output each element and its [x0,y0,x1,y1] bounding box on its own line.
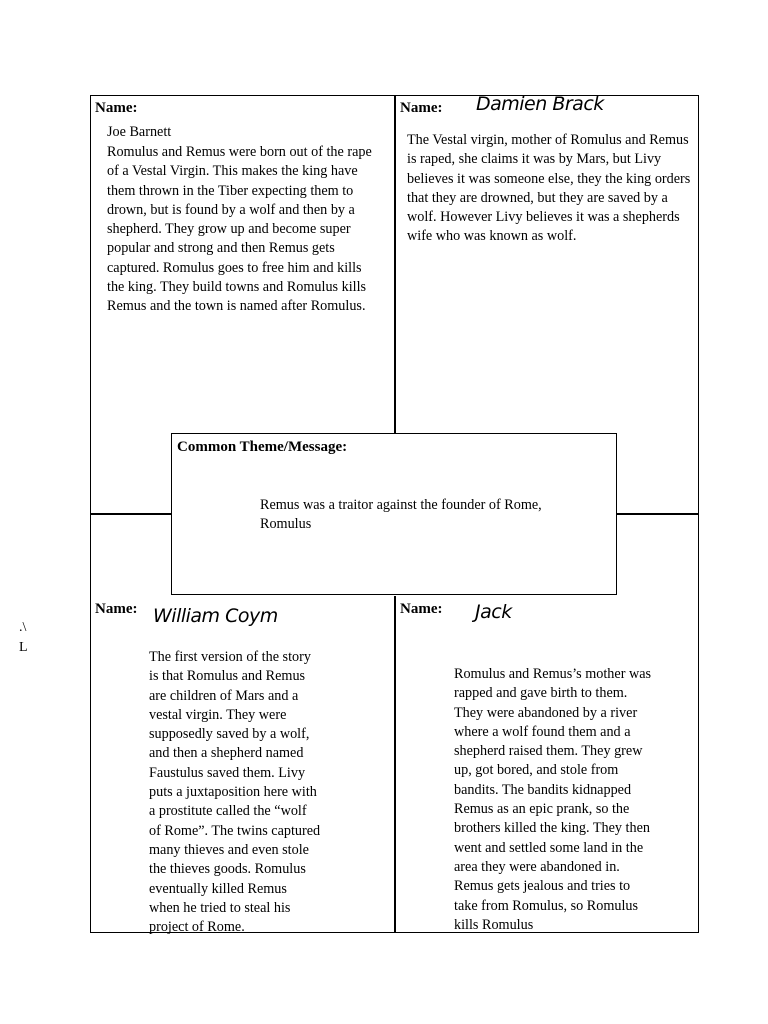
common-theme-heading: Common Theme/Message: [177,439,348,455]
q1-summary-text: Romulus and Remus were born out of the rape of a Vestal Virgin. This makes the king have them thrown in the Tiber expecting them to drown, but is found by a wolf and then by a shepherd. They grow up and become super popular and strong and then Remus gets captured. Romulus goes to free him and kills the king. They build towns and Romulus kills Remus and the town is named after Romulus. [107,144,372,315]
q1-name-label: Name: [95,100,138,116]
margin-mark-line-2: L [19,640,28,655]
q4-name-label: Name: [400,601,443,617]
divider-horizontal-left [90,513,172,515]
margin-mark [19,618,28,658]
margin-mark-line-1: .\ [19,620,27,635]
q2-summary-text: The Vestal virgin, mother of Romulus and Remus is raped, she claims it was by Mars, but Livy believes it was someone else, they the king orders that they are drowned, but they are saved by a wolf. However Livy believes it was a shepherds wife who was known as wolf. [407,132,691,245]
q3-name-label: Name: [95,601,138,617]
common-theme-text: Remus was a traitor against the founder of Rome, Romulus [260,497,542,533]
q2-name-label: Name: [400,100,443,116]
q2-student-name: Damien Brack [476,93,604,115]
q3-summary-text: The first version of the story is that Romulus and Remus are children of Mars and a vestal virgin. They were supposedly saved by a wolf, and then a shepherd named Faustulus saved them. Livy puts a juxtaposition here with a prostitute called the “wolf of Rome”. The twins captured many thieves and even stole the thieves goods. Romulus eventually killed Remus when he tried to steal his project of Rome. [149,649,321,936]
q4-summary-text: Romulus and Remus’s mother was rapped and gave birth to them. They were abandoned by a river where a wolf found them and a shepherd raised them. They grew up, got bored, and stole from bandits. The bandits kidnapped Remus as an epic prank, so the brothers killed the king. They then went and settled some land in the area they were abandoned in. Remus gets jealous and tries to take from Romulus, so Romulus kills Romulus [454,666,652,933]
q4-student-name: Jack [475,601,512,623]
q1-student-name: Joe Barnett [107,124,172,140]
divider-vertical-bottom [394,596,396,933]
divider-horizontal-right [617,513,699,515]
q3-student-name: William Coym [153,605,278,627]
